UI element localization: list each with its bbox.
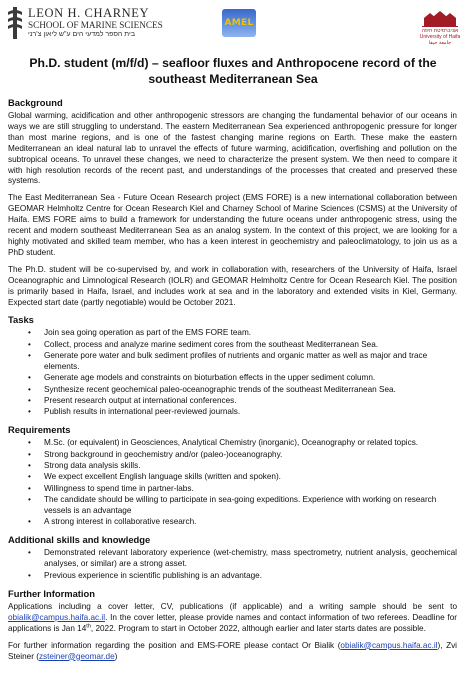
- background-paragraph-1: Global warming, acidification and other anthropogenic stressors are changing the fundamental behavior of our oceans in ways we are still struggling to understand. The eastern Mediterranean Sea experienced anthropogenic pressure for longer than most marine regions, and is one of the fastest changing marine regions on Earth. These make the eastern Mediterranean an ideal natural lab to unravel the effects of future warming, acidification, overfishing and pollution on the subtropical oceans. To unravel these changes, we need to characterize the present system. We then need to compare it with high resolution records of the recent past, and understandings of the processes that created and preserved these systems.: [8, 111, 457, 186]
- list-item: • Join sea going operation as part of the EMS FORE team.: [44, 328, 457, 339]
- email-link-obialik[interactable]: obialik@campus.haifa.ac.il: [8, 612, 106, 622]
- background-paragraph-2: The East Mediterranean Sea - Future Ocean Research project (EMS FORE) is a new international collaboration between GEOMAR Helmholtz Centre for Ocean Research Kiel and Charney School of Marine Sciences (CSMS) at the University of Haifa. EMS FORE aims to build a framework for understanding the future oceans under anthropogenic stress, using the recent and modern southeast Mediterranean Sea as an analog system. In the context of this project, we are looking for a highly motivated and skilled team member, who has a keen interest in geochemistry and paleoclimatology, to join us as a PhD student.: [8, 193, 457, 257]
- further-information-paragraph-1: [8, 602, 457, 635]
- haifa-logo-text: [418, 28, 462, 46]
- list-item: • A strong interest in collaborative research.: [44, 517, 457, 528]
- list-item: • We expect excellent English language skills (written and spoken).: [44, 472, 457, 483]
- list-item: • Publish results in international peer-reviewed journals.: [44, 407, 457, 418]
- haifa-logo-line1: אוניברסיטת חיפה: [421, 28, 459, 34]
- text-span: For further information regarding the position and EMS-FORE please contact Or Bialik (: [8, 640, 341, 650]
- list-item: • Generate pore water and bulk sediment profiles of nutrients and organic matter as well as major and trace elements.: [44, 351, 457, 373]
- text-span: , 2022. Program to start in October 2022, although earlier and later starts dates are possible.: [90, 623, 426, 633]
- list-item: • Willingness to spend time in partner-labs.: [44, 484, 457, 495]
- list-item: • M.Sc. (or equivalent) in Geosciences, Analytical Chemistry (inorganic), Oceanography or related topics.: [44, 438, 457, 449]
- list-item: • The candidate should be willing to participate in sea-going expeditions. Experience with working on research vessels is an advantage: [44, 495, 457, 517]
- list-item: • Demonstrated relevant laboratory experience (wet-chemistry, mass spectrometry, nutrient analysis, geochemical analyses, or similar) are a strong asset.: [44, 548, 457, 570]
- charney-logo-line3: בית הספר למדעי הים ע"ש ליאון צ'רני: [28, 31, 136, 38]
- haifa-buildings-icon: [418, 10, 462, 27]
- haifa-logo-line2: University of Haifa: [419, 34, 461, 40]
- page-title: Ph.D. student (m/f/d) – seafloor fluxes and Anthropocene record of the southeast Mediterranean Sea: [29, 56, 437, 86]
- further-information-paragraph-2: [8, 641, 457, 663]
- list-item: • Previous experience in scientific publishing is an advantage.: [44, 571, 457, 582]
- requirements-heading: Requirements: [8, 424, 71, 436]
- list-item: • Strong data analysis skills.: [44, 461, 457, 472]
- header: [0, 0, 466, 46]
- list-item: • Synthesize recent geochemical paleo-oceanographic trends of the southeast Mediterranean Sea.: [44, 385, 457, 396]
- university-of-haifa-logo: [418, 10, 462, 46]
- list-item: • Generate age models and constraints on bioturbation effects in the upper sediment column.: [44, 373, 457, 384]
- background-paragraph-3: The Ph.D. student will be co-supervised by, and work in collaboration with, researchers of the University of Haifa, Israel Oceanographic and Limnological Research (IOLR) and GEOMAR Helmholtz Centre for Ocean Research Kiel. The position is primarily based in Haifa, Israel, and includes work at sea and in the laboratory and extended visits in Kiel, Germany. Expected start date (partly negotiable) would be October 2021.: [8, 264, 457, 307]
- charney-school-logo: [6, 6, 163, 42]
- text-span: Applications including a cover letter, CV, publications (if applicable) and a writing sample should be sent to: [8, 601, 457, 611]
- haifa-logo-line3: جامعة حيفا: [428, 40, 452, 46]
- charney-logo-line1: LEON H. CHARNEY: [28, 6, 150, 20]
- additional-skills-list: [8, 548, 457, 581]
- requirements-list: [8, 438, 457, 528]
- charney-logo-line2: SCHOOL OF MARINE SCIENCES: [28, 20, 163, 30]
- background-heading: Background: [8, 97, 63, 108]
- text-span: ), Zvi Steiner (: [8, 640, 457, 661]
- list-item: • Collect, process and analyze marine sediment cores from the southeast Mediterranean Sea.: [44, 340, 457, 351]
- email-link-zsteiner[interactable]: zsteiner@geomar.de: [38, 651, 115, 661]
- text-span: . In the cover letter, please provide names and contact information of two referees. Deadline for applications is Jan 14: [8, 612, 457, 633]
- list-item: • Present research output at international conferences.: [44, 396, 457, 407]
- email-link-obialik-contact[interactable]: obialik@campus.haifa.ac.il: [340, 640, 438, 650]
- charney-emblem-icon: [6, 6, 24, 40]
- additional-skills-heading: Additional skills and knowledge: [8, 534, 151, 546]
- tasks-heading: Tasks: [8, 314, 34, 326]
- document-body: [8, 97, 457, 662]
- amel-logo: [222, 9, 256, 37]
- ordinal-suffix: th: [86, 622, 91, 629]
- further-information-heading: Further Information: [8, 587, 95, 599]
- tasks-list: [8, 328, 457, 418]
- list-item: • Strong background in geochemistry and/or (paleo-)oceanography.: [44, 450, 457, 461]
- text-span: ): [114, 651, 118, 661]
- amel-logo-text: AMEL: [224, 18, 254, 28]
